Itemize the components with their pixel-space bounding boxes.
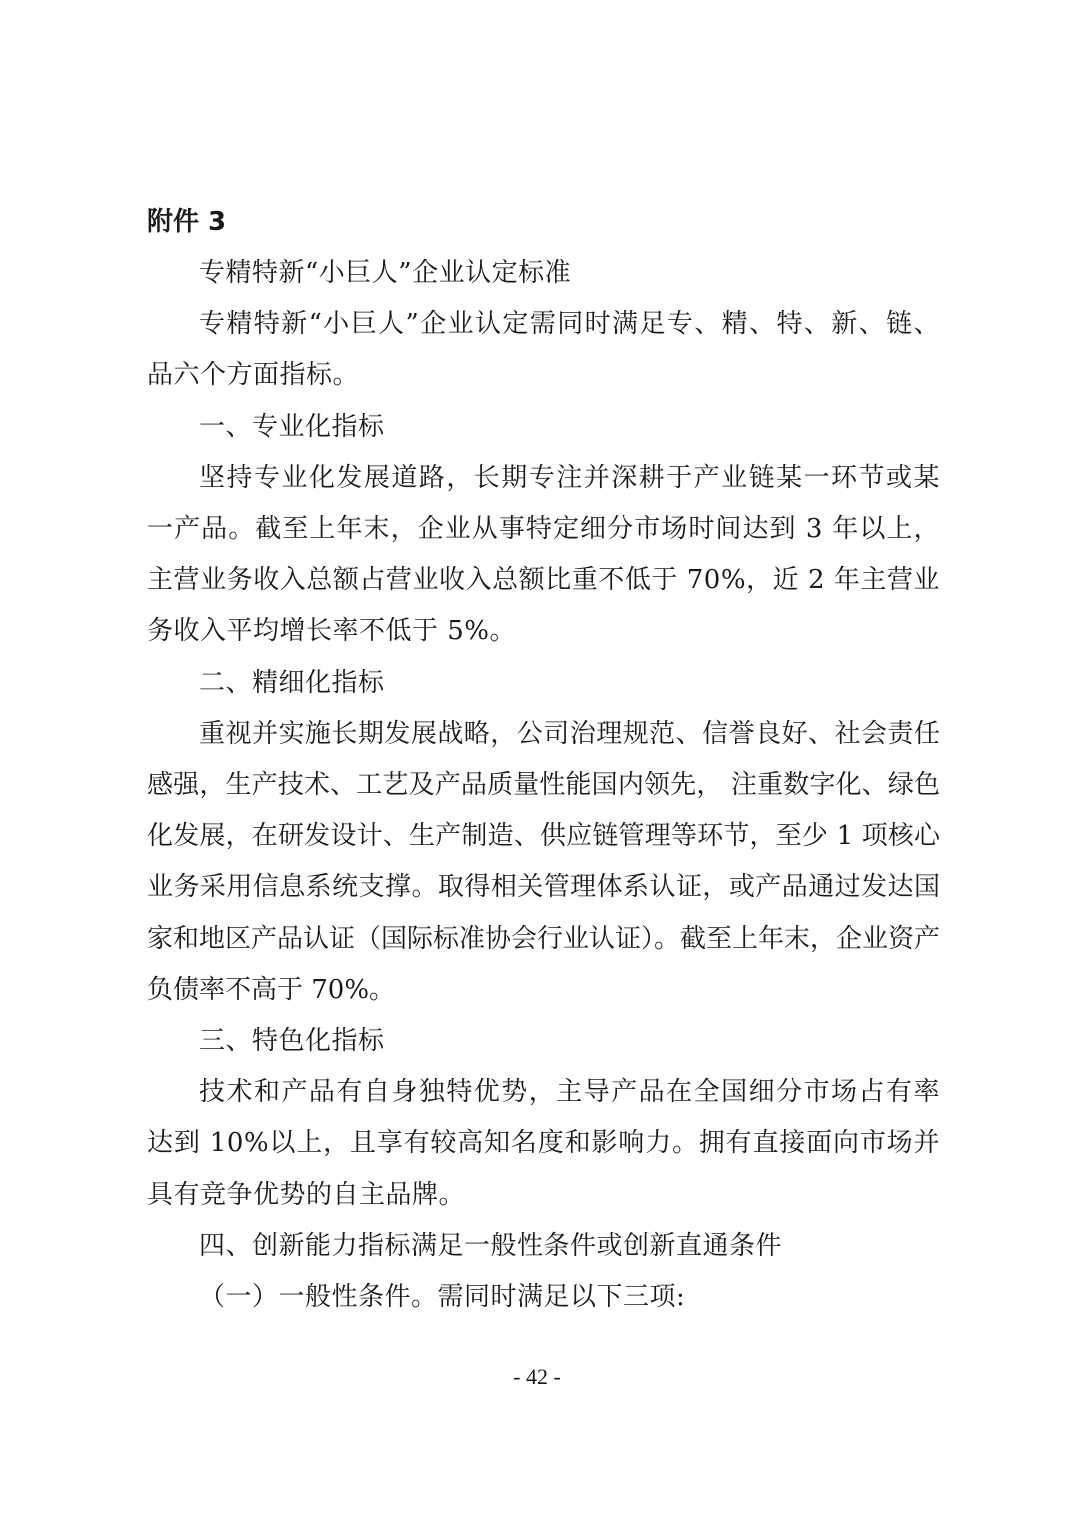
paragraph-refinement: 重视并实施长期发展战略，公司治理规范、信誉良好、社会责任感强，生产技术、工艺及产品质量性能国内领先， 注重数字化、绿色化发展，在研发设计、生产制造、供应链管理等环节，至少 1 项核心业务采用信息系统支撑。取得相关管理体系认证，或产品通过发达国家和地区产品认证（国际标准协会行业认证）。截至上年末，企业资产负债率不高于 70%。 (147, 718, 941, 1005)
subsection-general-conditions: （一）一般性条件。需同时满足以下三项: (199, 1282, 686, 1313)
paragraph-characteristics: 技术和产品有自身独特优势，主导产品在全国细分市场占有率达到 10%以上，且享有较高知名度和影响力。拥有直接面向市场并具有竞争优势的自主品牌。 (147, 1077, 940, 1210)
section-heading-specialization: 一、专业化指标 (199, 411, 385, 442)
section-heading-innovation: 四、创新能力指标满足一般性条件或创新直通条件 (199, 1230, 783, 1261)
attachment-label: 附件 3 (147, 207, 227, 237)
page-number: - 42 - (513, 1364, 561, 1389)
section-heading-characteristics: 三、特色化指标 (199, 1026, 385, 1057)
intro-paragraph: 专精特新“小巨人”企业认定需同时满足专、精、特、新、链、品六个方面指标。 (147, 309, 940, 391)
document-body (147, 196, 940, 1323)
document-title: 专精特新“小巨人”企业认定标准 (199, 258, 572, 288)
paragraph-specialization: 坚持专业化发展道路，长期专注并深耕于产业链某一环节或某一产品。截至上年末，企业从事特定细分市场时间达到 3 年以上，主营业务收入总额占营业收入总额比重不低于 70%，近 2 年主营业务收入平均增长率不低于 5%。 (147, 462, 940, 647)
section-heading-refinement: 二、精细化指标 (199, 667, 385, 698)
